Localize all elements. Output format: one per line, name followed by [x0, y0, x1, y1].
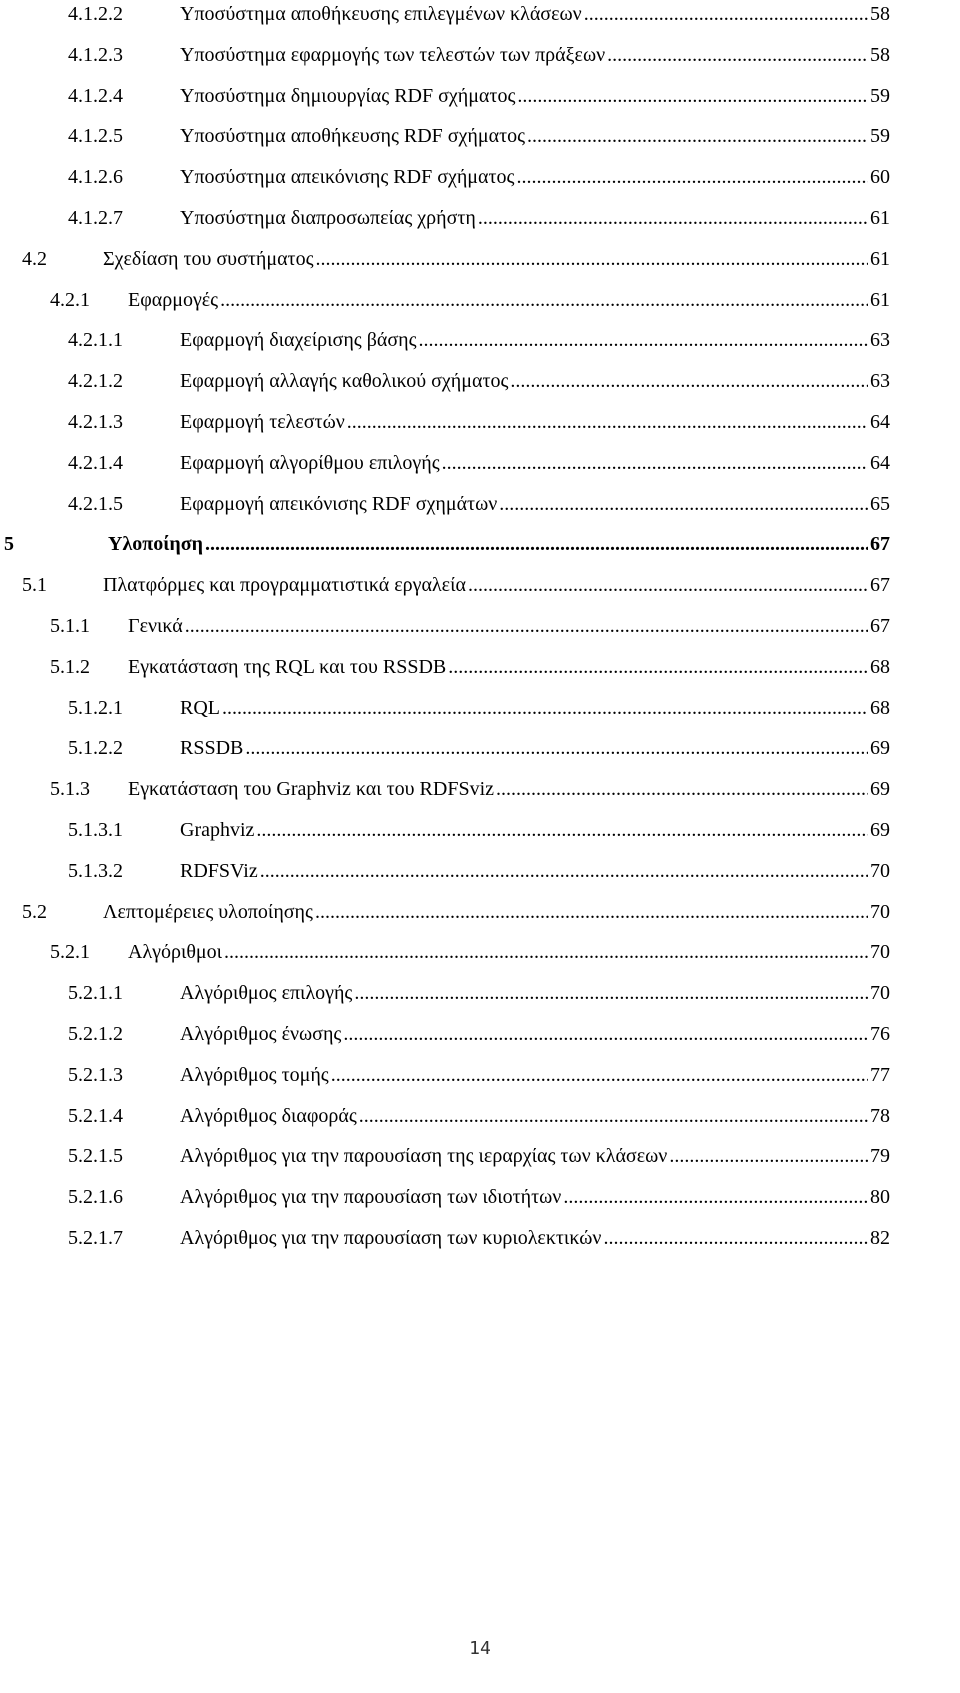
toc-dot-leader	[347, 410, 868, 434]
toc-entry-title: Εφαρμογή τελεστών	[180, 411, 345, 433]
toc-entry-number: 5.2.1.7	[68, 1227, 123, 1249]
toc-entry[interactable]	[68, 410, 890, 450]
toc-entry-page: 78	[870, 1104, 890, 1127]
toc-entry-number: 5.2.1.6	[68, 1186, 123, 1209]
toc-dot-leader	[499, 492, 868, 516]
toc-entry-number: 5.1.1	[50, 615, 90, 637]
toc-dot-leader	[478, 206, 868, 230]
toc-entry[interactable]	[4, 532, 890, 572]
toc-entry[interactable]	[68, 1104, 890, 1144]
toc-entry-number: 5.2.1.1	[68, 982, 123, 1005]
toc-entry-page: 70	[870, 859, 890, 882]
toc-entry-page: 67	[870, 615, 890, 637]
toc-entry[interactable]	[68, 165, 890, 205]
toc-entry-body	[128, 614, 890, 638]
toc-entry[interactable]	[68, 1144, 890, 1184]
toc-entry[interactable]	[22, 573, 890, 613]
toc-entry[interactable]	[68, 2, 890, 42]
toc-entry[interactable]	[68, 84, 890, 124]
toc-entry-page: 61	[870, 207, 890, 229]
toc-dot-leader	[468, 573, 868, 597]
toc-entry-page: 59	[870, 125, 890, 148]
toc-entry-number: 5.1.3	[50, 778, 90, 801]
toc-entry-title: Αλγόριθμοι	[128, 941, 223, 964]
toc-entry-body	[180, 859, 890, 883]
toc-entry-body	[128, 288, 890, 312]
toc-dot-leader	[220, 288, 868, 312]
toc-entry[interactable]	[68, 859, 890, 899]
toc-entry-body	[180, 1104, 890, 1128]
toc-entry[interactable]	[50, 777, 890, 817]
toc-entry-number: 5	[4, 533, 14, 556]
toc-entry-number: 5.1.3.1	[68, 819, 123, 841]
toc-entry-page: 58	[870, 43, 890, 66]
toc-entry-page: 80	[870, 1186, 890, 1209]
page-number: 14	[469, 1638, 491, 1659]
toc-entry-body	[128, 655, 890, 679]
toc-entry-number: 5.1.2	[50, 655, 90, 678]
toc-entry-body	[180, 1226, 890, 1250]
toc-entry-number: 5.2.1.4	[68, 1104, 123, 1127]
toc-entry-page: 60	[870, 166, 890, 189]
toc-entry-number: 5.2.1	[50, 941, 90, 964]
toc-entry-body	[180, 1022, 890, 1046]
toc-entry[interactable]	[68, 451, 890, 491]
toc-entry-number: 5.2.1.3	[68, 1063, 123, 1086]
toc-dot-leader	[222, 696, 868, 720]
toc-entry[interactable]	[68, 124, 890, 164]
toc-entry-number: 4.1.2.3	[68, 43, 123, 66]
toc-entry-title: Εγκατάσταση του Graphviz και του RDFSviz	[128, 778, 495, 801]
toc-entry-page: 58	[870, 3, 890, 25]
toc-entry-body	[180, 43, 890, 67]
toc-dot-leader	[496, 777, 868, 801]
toc-dot-leader	[516, 165, 868, 189]
toc-entry-page: 61	[870, 288, 890, 311]
toc-entry-page: 82	[870, 1227, 890, 1249]
toc-entry-title: Υποσύστημα διαπροσωπείας χρήστη	[180, 207, 476, 229]
toc-entry[interactable]	[68, 1226, 890, 1266]
toc-dot-leader	[343, 1022, 868, 1046]
toc-entry[interactable]	[68, 328, 890, 368]
toc-entry-body	[180, 369, 890, 393]
toc-entry-title: Εφαρμογές	[128, 288, 219, 311]
toc-entry-number: 4.2	[22, 247, 47, 270]
toc-entry-title: Αλγόριθμος ένωσης	[180, 1023, 342, 1045]
toc-entry-page: 67	[870, 533, 890, 556]
toc-entry-body	[180, 410, 890, 434]
toc-entry-body	[180, 1144, 890, 1168]
toc-dot-leader	[448, 655, 868, 679]
toc-entry-body	[180, 1063, 890, 1087]
toc-entry[interactable]	[68, 206, 890, 246]
toc-dot-leader	[315, 900, 868, 924]
toc-entry-page: 70	[870, 982, 890, 1005]
toc-entry-body	[180, 206, 890, 230]
toc-dot-leader	[260, 859, 868, 883]
toc-entry[interactable]	[68, 43, 890, 83]
toc-entry[interactable]	[68, 696, 890, 736]
toc-entry-page: 67	[870, 574, 890, 597]
toc-dot-leader	[527, 124, 868, 148]
toc-entry-number: 4.1.2.5	[68, 125, 123, 148]
toc-entry-title: RSSDB	[180, 737, 244, 760]
toc-entry-title: Υποσύστημα απεικόνισης RDF σχήματος	[180, 166, 515, 189]
toc-entry-page: 61	[870, 247, 890, 270]
toc-entry-body	[108, 532, 890, 556]
toc-entry[interactable]	[68, 1185, 890, 1225]
toc-entry-title: Εφαρμογή διαχείρισης βάσης	[180, 329, 417, 352]
toc-entry-number: 5.1.2.2	[68, 737, 123, 760]
toc-dot-leader	[603, 1226, 868, 1250]
toc-entry-body	[180, 492, 890, 516]
toc-entry[interactable]	[50, 655, 890, 695]
toc-entry-title: Αλγόριθμος για την παρουσίαση των ιδιοτήτων	[180, 1186, 562, 1209]
toc-entry-body	[180, 165, 890, 189]
toc-entry[interactable]	[22, 900, 890, 940]
toc-entry-body	[103, 900, 890, 924]
toc-entry-title: Εφαρμογή αλλαγής καθολικού σχήματος	[180, 370, 509, 393]
toc-entry-page: 76	[870, 1023, 890, 1045]
toc-entry-page: 77	[870, 1063, 890, 1086]
toc-entry-body	[128, 777, 890, 801]
toc-entry-number: 4.1.2.7	[68, 207, 123, 229]
toc-dot-leader	[316, 247, 869, 271]
toc-entry-title: Αλγόριθμος για την παρουσίαση των κυριολεκτικών	[180, 1227, 602, 1249]
toc-entry-title: Αλγόριθμος διαφοράς	[180, 1104, 357, 1127]
toc-entry-page: 63	[870, 329, 890, 352]
toc-entry-body	[180, 1185, 890, 1209]
toc-entry-number: 4.1.2.4	[68, 84, 123, 107]
toc-entry-title: Εφαρμογή απεικόνισης RDF σχημάτων	[180, 492, 498, 515]
toc-entry-title: Σχεδίαση του συστήματος	[103, 247, 314, 270]
toc-entry[interactable]	[50, 614, 890, 654]
toc-entry-page: 64	[870, 411, 890, 433]
toc-dot-leader	[607, 43, 868, 67]
toc-entry[interactable]	[68, 369, 890, 409]
toc-entry-page: 70	[870, 941, 890, 964]
toc-entry-title: Αλγόριθμος για την παρουσίαση της ιεραρχίας των κλάσεων	[180, 1145, 668, 1168]
toc-dot-leader	[205, 532, 868, 556]
toc-dot-leader	[359, 1104, 868, 1128]
toc-entry[interactable]	[68, 981, 890, 1021]
toc-dot-leader	[224, 940, 868, 964]
toc-dot-leader	[256, 818, 868, 842]
toc-dot-leader	[185, 614, 868, 638]
toc-entry-number: 4.1.2.6	[68, 166, 123, 189]
toc-entry-number: 4.2.1.4	[68, 451, 123, 474]
toc-entry-body	[180, 736, 890, 760]
toc-entry-title: RDFSViz	[180, 859, 258, 882]
toc-entry-number: 5.1.2.1	[68, 696, 123, 719]
toc-entry-body	[180, 328, 890, 352]
toc-entry[interactable]	[22, 247, 890, 287]
toc-entry-number: 5.1	[22, 574, 47, 597]
toc-entry-body	[180, 981, 890, 1005]
toc-dot-leader	[442, 451, 868, 475]
toc-entry-page: 69	[870, 737, 890, 760]
toc-dot-leader	[669, 1144, 868, 1168]
toc-entry-title: Αλγόριθμος επιλογής	[180, 982, 353, 1005]
toc-entry-title: Graphviz	[180, 819, 255, 841]
toc-entry-page: 68	[870, 696, 890, 719]
toc-entry-page: 63	[870, 370, 890, 393]
toc-entry-title: Εγκατάσταση της RQL και του RSSDB	[128, 655, 447, 678]
toc-entry[interactable]	[68, 1022, 890, 1062]
toc-entry-body	[103, 247, 890, 271]
toc-entry-body	[128, 940, 890, 964]
toc-entry[interactable]	[50, 288, 890, 328]
toc-entry[interactable]	[68, 736, 890, 776]
toc-entry[interactable]	[68, 818, 890, 858]
toc-dot-leader	[354, 981, 868, 1005]
toc-entry-number: 5.2.1.5	[68, 1145, 123, 1168]
toc-entry-number: 4.2.1.3	[68, 411, 123, 433]
toc-entry-page: 69	[870, 819, 890, 841]
toc-entry-page: 70	[870, 900, 890, 923]
toc-dot-leader	[419, 328, 868, 352]
toc-entry-body	[180, 124, 890, 148]
toc-dot-leader	[563, 1185, 868, 1209]
toc-entry-page: 59	[870, 84, 890, 107]
toc-entry-title: RQL	[180, 696, 220, 719]
toc-entry-title: Λεπτομέρειες υλοποίησης	[103, 900, 313, 923]
toc-dot-leader	[245, 736, 868, 760]
toc-entry-title: Υποσύστημα αποθήκευσης επιλεγμένων κλάσεων	[180, 3, 582, 25]
toc-entry-title: Υποσύστημα εφαρμογής των τελεστών των πράξεων	[180, 43, 606, 66]
toc-entry-page: 69	[870, 778, 890, 801]
toc-dot-leader	[331, 1063, 868, 1087]
toc-entry-number: 4.2.1.1	[68, 329, 123, 352]
toc-entry-body	[180, 818, 890, 842]
toc-entry-page: 64	[870, 451, 890, 474]
toc-entry-title: Αλγόριθμος τομής	[180, 1063, 329, 1086]
toc-entry-number: 4.2.1	[50, 288, 90, 311]
toc-entry-title: Υποσύστημα αποθήκευσης RDF σχήματος	[180, 125, 526, 148]
toc-entry-number: 4.2.1.2	[68, 370, 123, 393]
toc-entry-title: Πλατφόρμες και προγραμματιστικά εργαλεία	[103, 574, 466, 597]
toc-entry-body	[180, 451, 890, 475]
toc-entry[interactable]	[68, 492, 890, 532]
toc-entry-page: 65	[870, 492, 890, 515]
toc-entry-title: Υποσύστημα δημιουργίας RDF σχήματος	[180, 84, 516, 107]
toc-dot-leader	[584, 2, 868, 26]
toc-entry-page: 68	[870, 655, 890, 678]
toc-dot-leader	[517, 84, 868, 108]
toc-entry-title: Εφαρμογή αλγορίθμου επιλογής	[180, 451, 440, 474]
toc-entry-number: 4.2.1.5	[68, 492, 123, 515]
toc-entry-title: Γενικά	[128, 615, 183, 637]
toc-entry[interactable]	[50, 940, 890, 980]
toc-entry-title: Υλοποίηση	[108, 533, 204, 556]
toc-entry-number: 4.1.2.2	[68, 3, 123, 25]
toc-entry-page: 79	[870, 1145, 890, 1168]
toc-entry-body	[180, 84, 890, 108]
toc-dot-leader	[510, 369, 868, 393]
toc-entry-number: 5.2	[22, 900, 47, 923]
toc-entry-body	[180, 696, 890, 720]
toc-entry[interactable]	[68, 1063, 890, 1103]
toc-entry-number: 5.1.3.2	[68, 859, 123, 882]
toc-entry-body	[103, 573, 890, 597]
toc-entry-number: 5.2.1.2	[68, 1023, 123, 1045]
toc-entry-body	[180, 2, 890, 26]
